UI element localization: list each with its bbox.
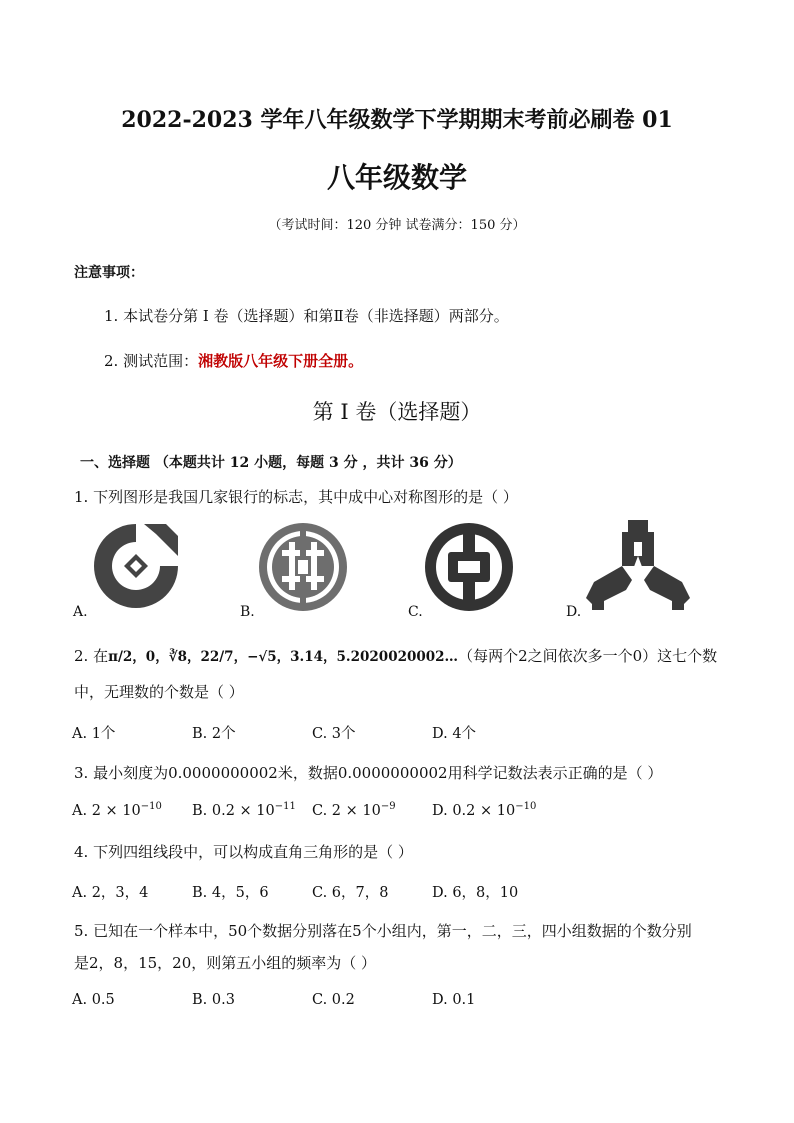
notice-heading: 注意事项： (74, 265, 144, 281)
exam-subtitle: 八年级数学 (326, 161, 467, 194)
question-3-option-a (72, 801, 162, 819)
notice-item-1: 1. 本试卷分第 I 卷（选择题）和第Ⅱ卷（非选择题）两部分。 (104, 307, 509, 325)
question-4-option-d: D. 6，8，10 (432, 885, 519, 901)
question-3-option-d-base: D. 0.2 × 10 (432, 802, 516, 819)
question-4-option-c: C. 6，7，8 (312, 885, 389, 901)
question-1-option-a: A. (73, 604, 88, 620)
question-2-option-b: B. 2个 (192, 726, 236, 742)
question-4-option-b: B. 4，5，6 (192, 885, 269, 901)
question-3-option-c-base: C. 2 × 10 (312, 802, 381, 819)
notice-item-2-scope: 湘教版八年级下册全册。 (198, 352, 364, 370)
question-5-line-1: 5. 已知在一个样本中，50个数据分别落在5个小组内，第一，二，三，四小组数据的个数分别 (74, 922, 692, 940)
question-2-option-a: A. 1个 (72, 726, 116, 742)
notice-item-2-prefix: 2. 测试范围： (104, 352, 199, 370)
question-2-numbers: π/2，0，∛8，22/7，−√5，3.14，5.2020020002… (108, 649, 459, 665)
question-3-option-b-base: B. 0.2 × 10 (192, 802, 275, 819)
question-2-option-c: C. 3个 (312, 726, 356, 742)
agricultural-bank-logo (256, 520, 350, 614)
section-title: 第 I 卷（选择题） (312, 400, 482, 424)
bank-logos (0, 520, 794, 625)
part-heading: 一、选择题 （本题共计 12 小题，每题 3 分 ，共计 36 分） (80, 455, 462, 471)
question-1-option-d: D. (566, 604, 582, 620)
question-1-text: 1. 下列图形是我国几家银行的标志，其中成中心对称图形的是（ ） (74, 488, 518, 506)
question-3-option-a-base: A. 2 × 10 (72, 802, 141, 819)
bank-of-communications-logo (586, 520, 690, 616)
question-5-option-b: B. 0.3 (192, 992, 235, 1008)
question-3-option-c-exp: −9 (380, 801, 396, 812)
question-3-option-d-exp: −10 (515, 801, 537, 812)
question-3-option-b (192, 801, 296, 819)
question-1-option-c: C. (408, 604, 423, 620)
question-5-option-c: C. 0.2 (312, 992, 355, 1008)
question-5-line-2: 是2，8，15，20，则第五小组的频率为（ ） (74, 954, 377, 972)
exam-meta: （考试时间：120 分钟 试卷满分：150 分） (268, 218, 526, 233)
exam-title: 2022-2023 学年八年级数学下学期期末考前必刷卷 01 (121, 107, 673, 133)
question-3-option-b-exp: −11 (274, 801, 296, 812)
bank-of-china-logo (422, 520, 516, 614)
question-3-option-a-exp: −10 (140, 801, 162, 812)
question-5-option-d: D. 0.1 (432, 992, 476, 1008)
construction-bank-logo (90, 520, 182, 612)
question-4-text: 4. 下列四组线段中，可以构成直角三角形的是（ ） (74, 843, 413, 861)
question-2-line-2: 中，无理数的个数是（ ） (74, 683, 244, 701)
question-3-option-c (312, 801, 396, 819)
question-3-text: 3. 最小刻度为0.0000000002米，数据0.0000000002用科学记数法表示正确的是（ ） (74, 764, 663, 782)
question-2-line-1 (74, 645, 717, 666)
question-5-option-a: A. 0.5 (72, 992, 115, 1008)
question-2-option-d: D. 4个 (432, 726, 477, 742)
question-2-suffix: （每两个2之间依次多一个0）这七个数 (458, 647, 718, 665)
question-1-option-b: B. (240, 604, 255, 620)
notice-item-2 (104, 350, 363, 371)
question-4-option-a: A. 2，3，4 (72, 885, 149, 901)
question-3-option-d (432, 801, 536, 819)
question-2-prefix: 2. 在 (74, 647, 109, 665)
